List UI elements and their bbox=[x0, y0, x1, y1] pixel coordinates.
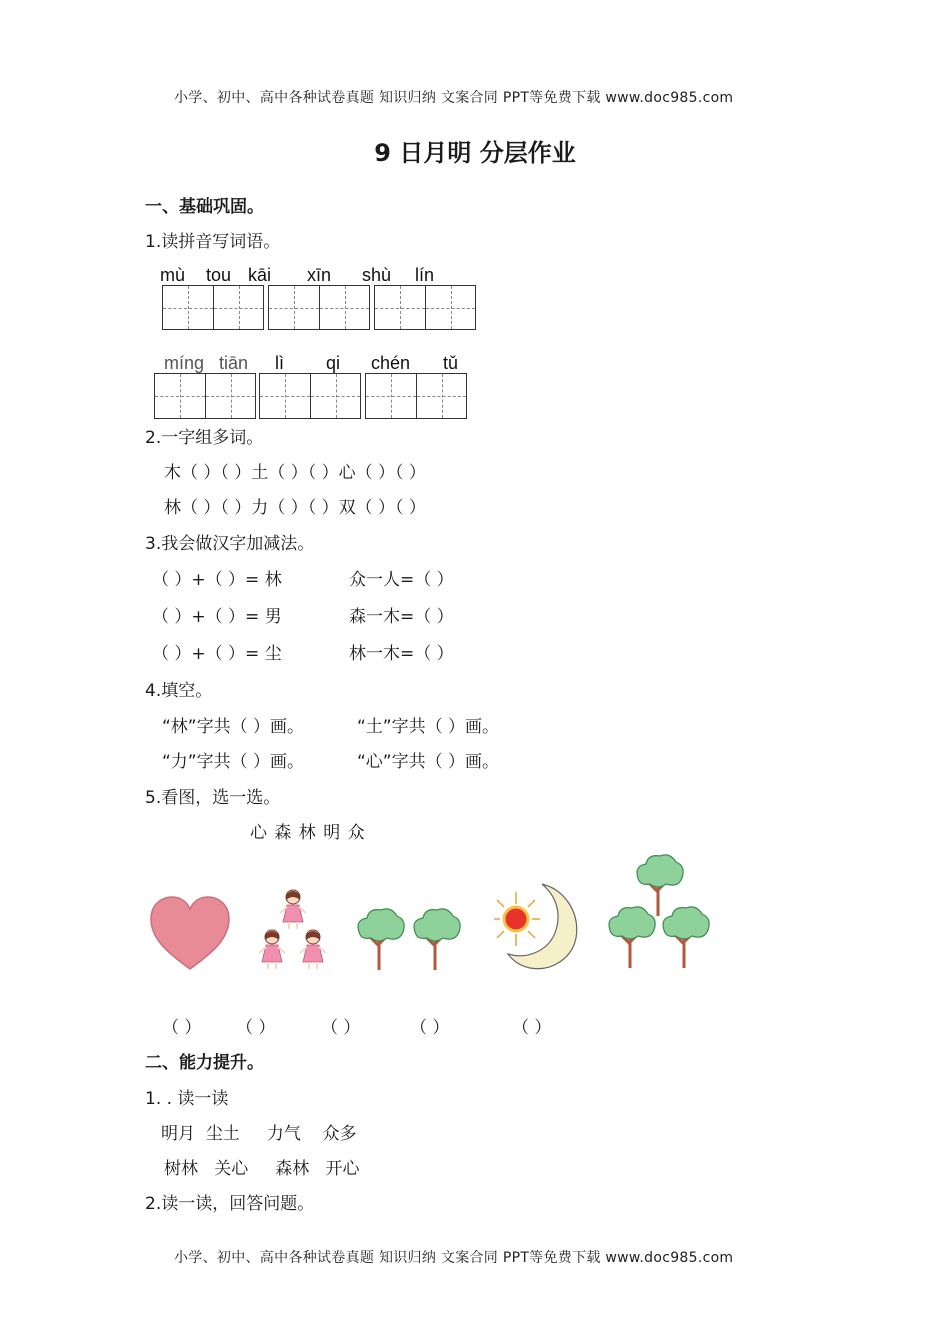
answer-blank[interactable]: （ ） bbox=[162, 1018, 202, 1038]
q4-line-2b: “心”字共（ ）画。 bbox=[357, 752, 500, 772]
section2-heading: 二、能力提升。 bbox=[145, 1053, 264, 1073]
s2-q1-line-1: 明月 尘土 力气 众多 bbox=[161, 1124, 357, 1144]
pinyin: shù bbox=[362, 265, 392, 285]
header-banner: 小学、初中、高中各种试卷真题 知识归纳 文案合同 PPT等免费下载 www.doc985.com bbox=[174, 90, 734, 106]
s2-q2-label: 2.读一读，回答问题。 bbox=[145, 1194, 315, 1214]
writing-grid[interactable] bbox=[268, 285, 370, 330]
q2-line-1: 木（ ）（ ）土（ ）（ ）心（ ）（ ） bbox=[164, 463, 426, 483]
q3-right-2: 森一木=（ ） bbox=[349, 607, 454, 627]
sun-moon-picture bbox=[494, 882, 582, 972]
pinyin: mù bbox=[160, 265, 186, 285]
q4-line-1b: “土”字共（ ）画。 bbox=[357, 717, 500, 737]
pinyin: chén bbox=[371, 353, 411, 373]
writing-grid[interactable] bbox=[374, 285, 476, 330]
page-title: 9 日月明 分层作业 bbox=[374, 139, 576, 167]
s2-q1-line-2: 树林 关心 森林 开心 bbox=[164, 1159, 360, 1179]
two-trees-picture bbox=[355, 906, 467, 974]
answer-blank[interactable]: （ ） bbox=[512, 1018, 552, 1038]
tree-icon bbox=[358, 909, 404, 970]
q5-options: 心 森 林 明 众 bbox=[250, 823, 366, 843]
q3-left-2: （ ）+（ ）= 男 bbox=[152, 607, 282, 627]
three-girls-picture bbox=[258, 888, 328, 974]
writing-grid[interactable] bbox=[259, 373, 361, 419]
writing-grid[interactable] bbox=[154, 373, 256, 419]
q1-label: 1.读拼音写词语。 bbox=[145, 232, 281, 252]
pinyin: míng bbox=[164, 353, 205, 373]
pinyin: xīn bbox=[307, 265, 332, 285]
writing-grid[interactable] bbox=[162, 285, 264, 330]
q2-label: 2.一字组多词。 bbox=[145, 428, 264, 448]
footer-banner: 小学、初中、高中各种试卷真题 知识归纳 文案合同 PPT等免费下载 www.doc985.com bbox=[174, 1250, 734, 1266]
pinyin: tou bbox=[206, 265, 232, 285]
girl-icon bbox=[300, 930, 326, 969]
girl-icon bbox=[259, 930, 285, 969]
q3-right-3: 林一木=（ ） bbox=[349, 644, 454, 664]
q4-label: 4.填空。 bbox=[145, 681, 213, 701]
pinyin: tiān bbox=[219, 353, 249, 373]
section1-heading: 一、基础巩固。 bbox=[145, 197, 264, 217]
answer-blank[interactable]: （ ） bbox=[321, 1018, 361, 1038]
s2-q1-label: 1. . 读一读 bbox=[145, 1089, 229, 1109]
q3-left-3: （ ）+（ ）= 尘 bbox=[152, 644, 282, 664]
q4-line-1a: “林”字共（ ）画。 bbox=[162, 717, 305, 737]
girl-icon bbox=[280, 890, 306, 929]
pinyin: lì bbox=[275, 353, 284, 373]
pinyin: kāi bbox=[248, 265, 272, 285]
writing-grid[interactable] bbox=[365, 373, 467, 419]
pinyin: tǔ bbox=[443, 353, 459, 373]
q4-line-2a: “力”字共（ ）画。 bbox=[162, 752, 305, 772]
tree-icon bbox=[663, 907, 709, 968]
tree-icon bbox=[414, 909, 460, 970]
answer-blank[interactable]: （ ） bbox=[236, 1018, 276, 1038]
answer-blank[interactable]: （ ） bbox=[410, 1018, 450, 1038]
tree-icon bbox=[609, 907, 655, 968]
q3-right-1: 众一人=（ ） bbox=[349, 570, 454, 590]
q3-left-1: （ ）+（ ）= 林 bbox=[152, 570, 282, 590]
sun-icon bbox=[494, 892, 540, 946]
heart-picture bbox=[148, 895, 232, 971]
q3-label: 3.我会做汉字加减法。 bbox=[145, 534, 315, 554]
q5-label: 5.看图，选一选。 bbox=[145, 788, 281, 808]
tree-icon bbox=[637, 855, 683, 916]
pinyin: lín bbox=[415, 265, 435, 285]
q2-line-2: 林（ ）（ ）力（ ）（ ）双（ ）（ ） bbox=[164, 498, 426, 518]
three-trees-picture bbox=[606, 852, 714, 970]
pinyin: qi bbox=[326, 353, 341, 373]
